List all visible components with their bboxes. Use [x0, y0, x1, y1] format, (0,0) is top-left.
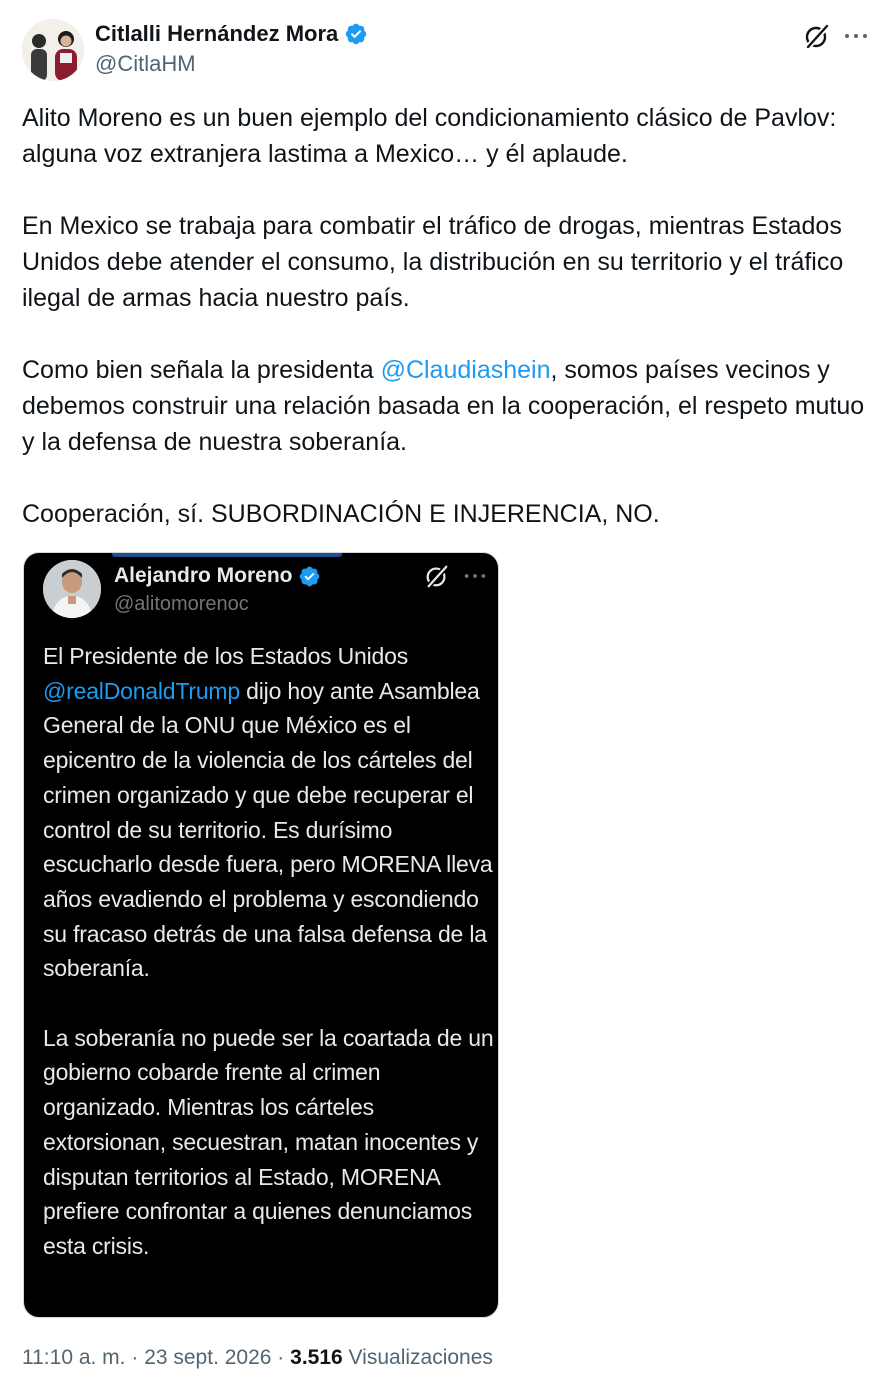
views-count: 3.516	[290, 1346, 343, 1369]
embedded-top-bar	[112, 553, 342, 557]
embedded-text	[43, 639, 495, 1264]
tweet-text	[22, 100, 872, 532]
verified-badge-icon	[298, 565, 321, 588]
embedded-author-name	[114, 562, 321, 590]
author-avatar[interactable]	[22, 19, 84, 81]
tweet-time[interactable]: 11:10 a. m.	[22, 1346, 126, 1369]
tweet-meta	[22, 1343, 493, 1373]
embedded-mention: @realDonaldTrump	[43, 677, 240, 704]
grok-icon	[424, 563, 450, 589]
embedded-avatar	[43, 560, 101, 618]
author-name[interactable]	[95, 19, 368, 49]
more-horizontal-icon	[462, 563, 488, 589]
tweet-paragraph	[22, 352, 872, 460]
embedded-text-segment: dijo hoy ante Asamblea General de la ONU que México es el epicentro de la violencia de los cárteles del crimen organizado y que debe recuperar el control de su territorio. Es durísimo escucharlo desde fuera, pero MORENA lleva años evadiendo el problema y escondiendo su fracaso detrás de una falsa defensa de la soberanía.	[43, 677, 493, 982]
views-label: Visualizaciones	[342, 1346, 493, 1369]
embedded-paragraph: La soberanía no puede ser la coartada de un gobierno cobarde frente al crimen organizado. Mientras los cárteles extorsionan, secuestran, matan inocentes y disputan territorios al Estado, MORENA prefiere confrontar a quienes denunciamos esta crisis.	[43, 1024, 494, 1259]
avatar-image	[22, 19, 84, 81]
author-handle[interactable]: @CitlaHM	[95, 51, 196, 76]
tweet-text-segment: , somos países vecinos y debemos construir una relación basada en la cooperación, el respeto mutuo y la defensa de nuestra soberanía.	[22, 356, 865, 456]
embedded-text-segment: El Presidente de los Estados Unidos	[43, 643, 409, 669]
embedded-image[interactable]	[23, 552, 499, 1318]
more-horizontal-icon[interactable]	[842, 22, 870, 50]
tweet-date[interactable]: 23 sept. 2026	[144, 1346, 272, 1369]
meta-separator: ·	[125, 1346, 145, 1369]
tweet-text-segment: Como bien señala la presidenta	[22, 356, 381, 384]
tweet-paragraph: Cooperación, sí. SUBORDINACIÓN E INJERENCIA, NO.	[22, 500, 660, 528]
embedded-author-handle: @alitomorenoc	[114, 593, 249, 615]
mention-link[interactable]: @Claudiashein	[380, 356, 551, 384]
grok-icon[interactable]	[803, 22, 831, 50]
meta-separator: ·	[271, 1346, 291, 1369]
tweet-paragraph: Alito Moreno es un buen ejemplo del condicionamiento clásico de Pavlov: alguna voz extranjera lastima a Mexico… y él aplaude.	[22, 104, 837, 168]
verified-badge-icon	[344, 22, 368, 46]
tweet-paragraph: En Mexico se trabaja para combatir el tráfico de drogas, mientras Estados Unidos debe atender el consumo, la distribución en su territorio y el tráfico ilegal de armas hacia nuestro país.	[22, 212, 844, 312]
author-name-text[interactable]: Citlalli Hernández Mora	[95, 21, 339, 46]
embedded-paragraph	[43, 639, 495, 986]
embedded-author-name-text: Alejandro Moreno	[114, 564, 293, 587]
